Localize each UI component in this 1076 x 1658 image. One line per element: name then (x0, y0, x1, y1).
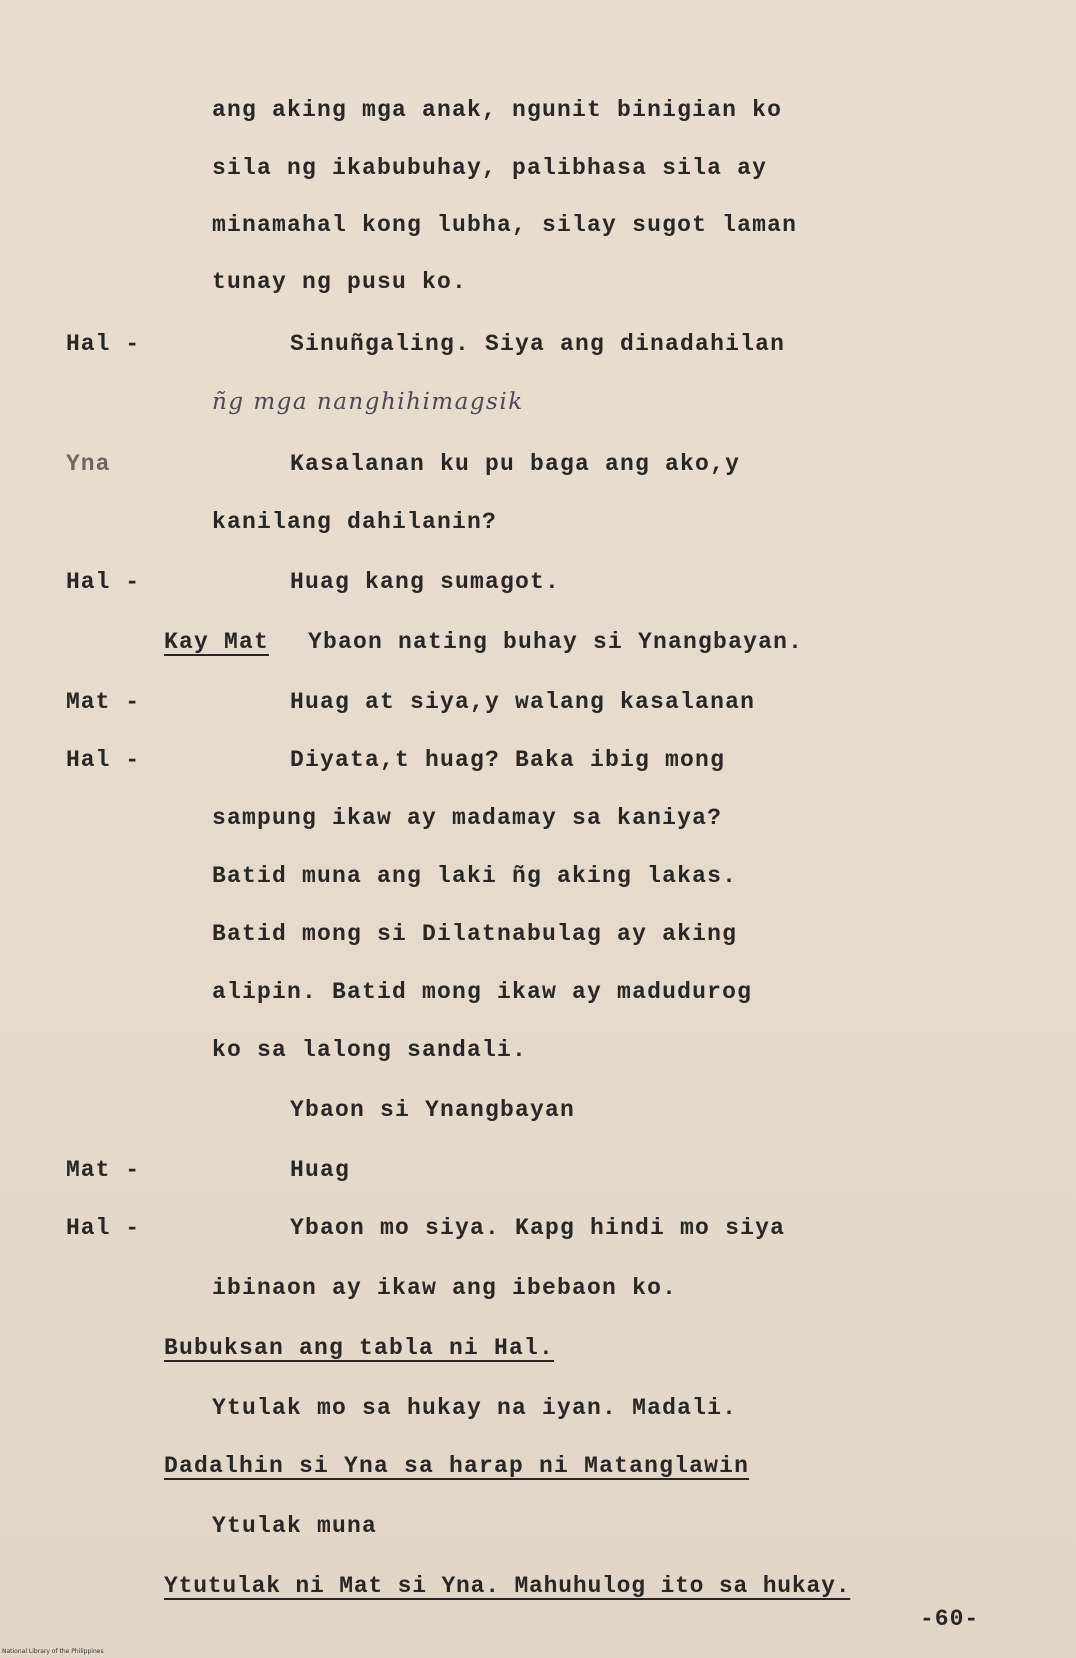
dialogue-line: Ybaon nating buhay si Ynangbayan. (308, 629, 804, 655)
dialogue-line: Huag at siya,y walang kasalanan (290, 689, 756, 715)
speaker-label: Hal - (66, 1215, 141, 1241)
script-line: kanilang dahilanin? (212, 509, 498, 535)
script-line: Batid muna ang laki ñg aking lakas. (212, 863, 738, 889)
script-line: ko sa lalong sandali. (212, 1037, 528, 1063)
script-line: ang aking mga anak, ngunit binigian ko (212, 97, 783, 123)
dialogue-line: Kasalanan ku pu baga ang ako,y (290, 451, 741, 477)
script-line: alipin. Batid mong ikaw ay madudurog (212, 979, 753, 1005)
footer-credit: National Library of the Philippines (2, 1648, 104, 1655)
dialogue-line: Huag kang sumagot. (290, 569, 561, 595)
speaker-label: Mat - (66, 689, 141, 715)
script-line: Ybaon si Ynangbayan (290, 1097, 576, 1123)
script-line: Ytulak mo sa hukay na iyan. Madali. (212, 1395, 738, 1421)
script-line: sila ng ikabubuhay, palibhasa sila ay (212, 155, 768, 181)
speaker-label: Hal - (66, 747, 141, 773)
speaker-label: Hal - (66, 331, 141, 357)
script-line: Batid mong si Dilatnabulag ay aking (212, 921, 738, 947)
speaker-label: Hal - (66, 569, 141, 595)
dialogue-line: Sinuñgaling. Siya ang dinadahilan (290, 331, 786, 357)
script-line: sampung ikaw ay madamay sa kaniya? (212, 805, 723, 831)
speaker-label: Mat - (66, 1157, 141, 1183)
stage-direction: Kay Mat (164, 629, 270, 655)
stage-direction: Bubuksan ang tabla ni Hal. (164, 1335, 555, 1361)
stage-direction: Ytutulak ni Mat si Yna. Mahuhulog ito sa hukay. (164, 1573, 851, 1599)
script-line: Ytulak muna (212, 1513, 378, 1539)
dialogue-line: Diyata,t huag? Baka ibig mong (290, 747, 726, 773)
script-line: minamahal kong lubha, silay sugot laman (212, 212, 798, 238)
script-line: ibinaon ay ikaw ang ibebaon ko. (212, 1275, 678, 1301)
dialogue-line: Ybaon mo siya. Kapg hindi mo siya (290, 1215, 786, 1241)
script-line: tunay ng pusu ko. (212, 269, 468, 295)
page-number: -60- (920, 1606, 980, 1632)
dialogue-line: Huag (290, 1157, 351, 1183)
speaker-label: Yna (66, 451, 111, 477)
stage-direction: Dadalhin si Yna sa harap ni Matanglawin (164, 1453, 750, 1479)
handwritten-line: ñg mga nanghihimagsik (212, 389, 524, 415)
